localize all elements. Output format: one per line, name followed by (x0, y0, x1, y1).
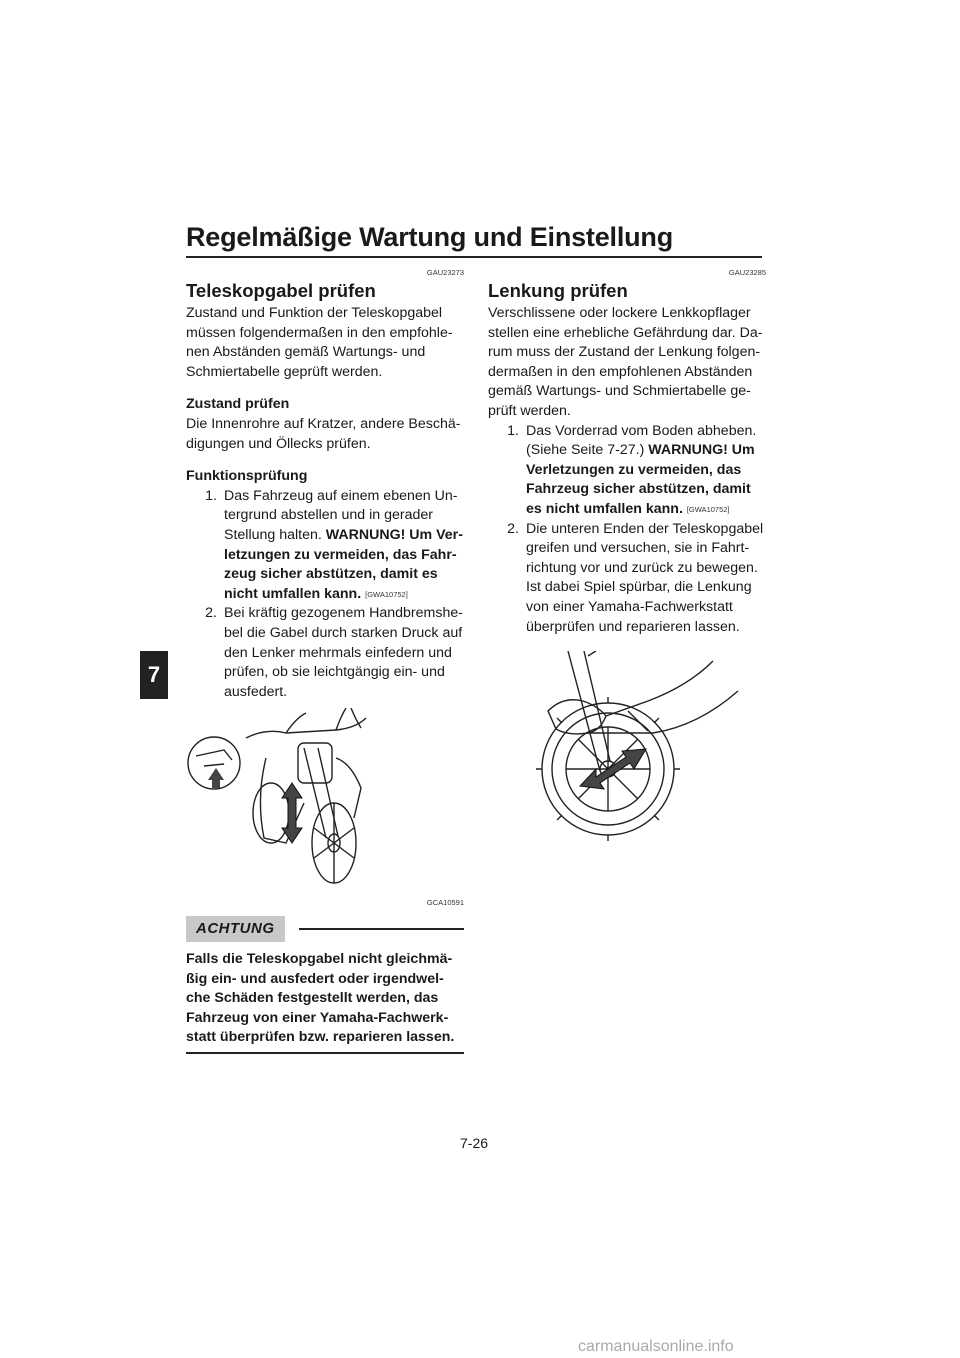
left-column (186, 268, 464, 1054)
caution-end-rule (186, 1052, 464, 1054)
condition-text: Die Innenrohre auf Kratzer, andere Beschä- digungen und Öllecks prüfen. (186, 415, 461, 452)
list-item (186, 604, 464, 702)
steering-steps (488, 422, 766, 638)
fork-intro: Zustand und Funktion der Teleskopgabel müssen folgendermaßen in den empfohle- nen Abständen gemäß Wartungs- und Schmiertabelle geprüft werden. (186, 305, 453, 380)
list-item (488, 520, 766, 638)
warning-code: [GWA10752] (365, 589, 408, 599)
subheading-function: Funktionsprüfung (186, 468, 308, 485)
step-number: 2. (507, 520, 519, 537)
fork-check-figure (186, 708, 464, 912)
step-body: Das Vorderrad vom Boden abheben. (Siehe Seite 7-27.) (526, 422, 757, 459)
warning-code: [GWA10752] (686, 504, 730, 514)
step-body: Das Fahrzeug auf einem ebenen Un- tergrund abstellen und in gerader Stellung halten. (224, 487, 458, 543)
warning-text: WARNUNG! Um Ver- letzungen zu vermeiden, das Fahr- zeug sicher abstützen, damit es nicht umfallen kann. (224, 526, 463, 602)
section-heading-fork: Teleskopgabel prüfen (186, 280, 376, 301)
list-item (488, 422, 766, 520)
figure-code: GCA10591 (426, 897, 464, 907)
wheel-steering-illustration (488, 651, 766, 841)
step-text: Die unteren Enden der Teleskopgabel greifen und versuchen, sie in Fahrt- richtung vor und zurück zu bewegen. Ist dabei Spiel spürbar, die Lenkung von einer Yamaha-Fachwerkstatt überprüfen und reparieren lassen. (526, 520, 764, 635)
subheading-condition: Zustand prüfen (186, 396, 290, 413)
chapter-tab: 7 (140, 651, 168, 699)
right-column (488, 268, 766, 848)
step-number: 1. (205, 487, 217, 504)
steering-check-figure (488, 651, 766, 848)
motorcycle-fork-illustration (186, 708, 464, 886)
step-text (526, 422, 766, 520)
section-heading-steering: Lenkung prüfen (488, 280, 628, 301)
list-item (186, 487, 464, 605)
step-number: 1. (507, 422, 519, 439)
step-number: 2. (205, 605, 217, 622)
caution-header (186, 916, 464, 942)
caution-label: ACHTUNG (186, 916, 285, 942)
section-code: GAU23285 (728, 268, 766, 277)
function-steps (186, 487, 464, 703)
header-rule (186, 256, 762, 258)
caution-rule (299, 928, 465, 930)
watermark: carmanualsonline.info (578, 1338, 734, 1355)
step-text: Bei kräftig gezogenem Handbremshe- bel die Gabel durch starken Druck auf den Lenker mehrmals einfedern und prüfen, ob sie leichtgängig ein- und ausfedert. (224, 605, 463, 700)
step-text (224, 487, 464, 605)
page-number: 7-26 (460, 1135, 489, 1151)
steering-intro: Verschlissene oder lockere Lenkkopflager stellen eine erhebliche Gefährdung dar. Da- rum muss der Zustand der Lenkung folgen- dermaßen in den empfohlenen Abständen gemäß Wartungs- und Schmiertabelle ge- prüft werden. (488, 305, 763, 419)
caution-text: Falls die Teleskopgabel nicht gleichmä- ßig ein- und ausfedert oder irgendwel- che Schäden festgestellt werden, das Fahrzeug von einer Yamaha-Fachwerk- statt überprüfen bzw. reparieren lassen. (186, 951, 455, 1046)
section-code: GAU23273 (426, 268, 464, 277)
warning-text: WARNUNG! Um Verletzungen zu vermeiden, das Fahrzeug sicher abstützen, damit es nicht umfallen kann. (526, 442, 755, 517)
page-header-title: Regelmäßige Wartung und Einstellung (186, 222, 674, 252)
